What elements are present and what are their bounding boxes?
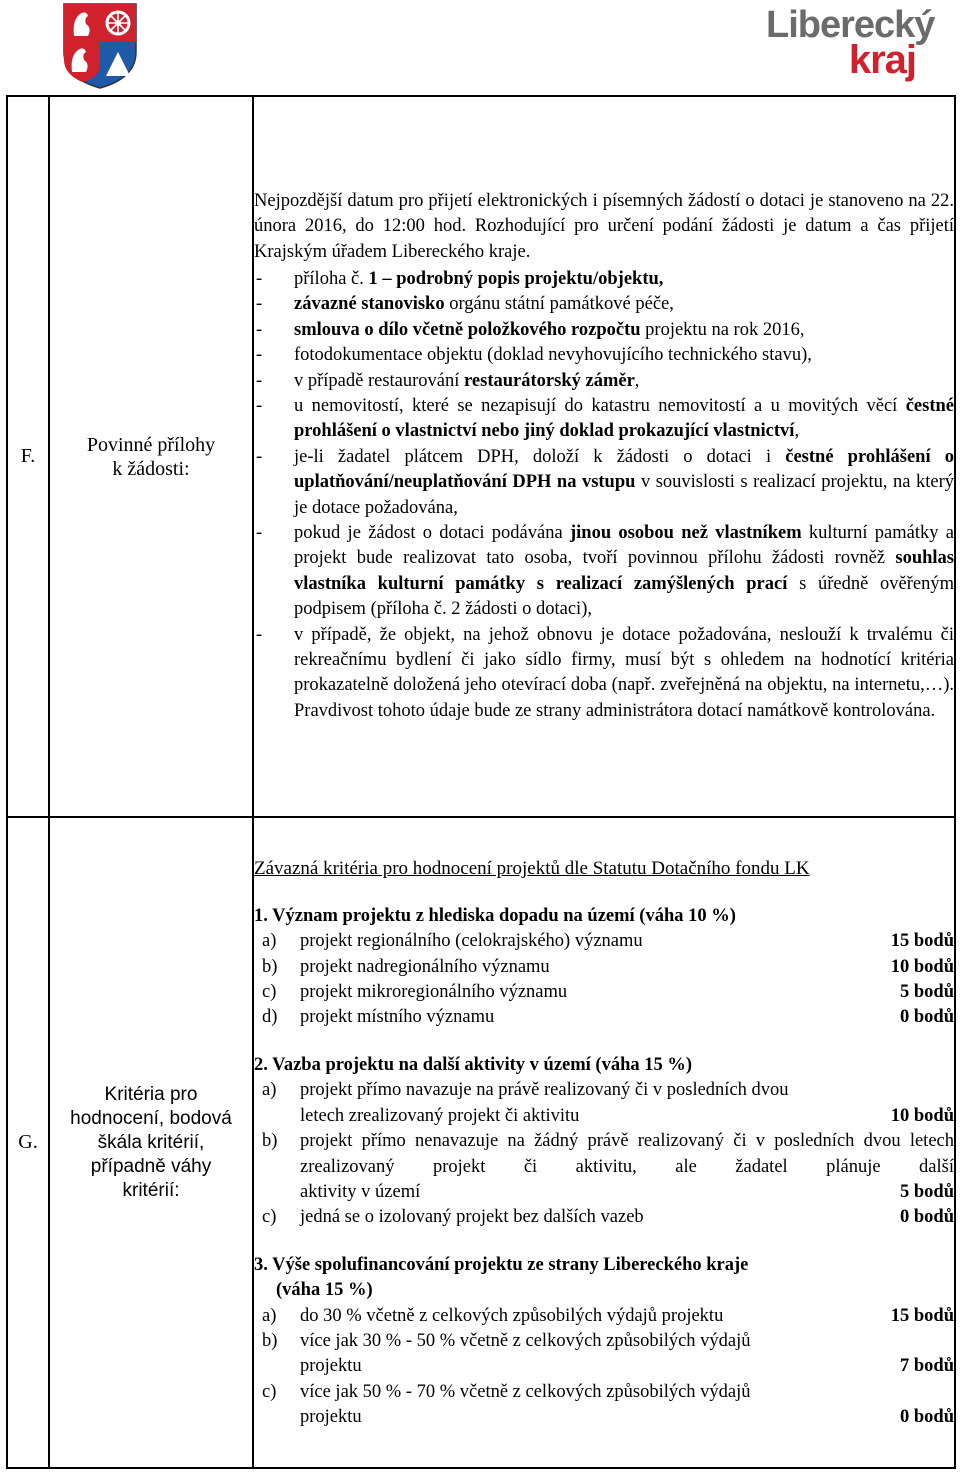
criterion-2-item-b: b) projekt přímo nenavazuje na žádný právě realizovaný či v posledních dvou letech zrealizovaný projekt či aktivitu, ale žadatel plánuje další aktivity v území 5 bodů: [262, 1131, 954, 1202]
row-g-label-line5: kritérií:: [122, 1179, 180, 1201]
logo-line-1: Liberecký: [766, 4, 935, 46]
criterion-3-item-a: a) do 30 % včetně z celkových způsobilých výdajů projektu 15 bodů: [262, 1305, 954, 1326]
criteria-heading: Závazná kritéria pro hodnocení projektů dle Statutu Dotačního fondu LK: [254, 858, 810, 880]
attachments-list: [254, 267, 954, 724]
attachment-1: - příloha č. 1 – podrobný popis projektu/objektu,: [294, 267, 954, 292]
attachment-4: - fotodokumentace objektu (doklad nevyhovujícího technického stavu),: [294, 343, 954, 368]
row-g-label: [49, 817, 253, 1468]
row-g-label-line2: hodnocení, bodová: [70, 1107, 232, 1129]
criterion-1-item: a) projekt regionálního (celokrajského) významu 15 bodů: [262, 931, 954, 952]
coat-of-arms-icon: [62, 2, 138, 90]
criterion-3-item-b: b) více jak 30 % - 50 % včetně z celkových způsobilých výdajů projektu 7 bodů: [262, 1330, 954, 1377]
criterion-1-title: 1. Význam projektu z hlediska dopadu na území (váha 10 %): [254, 905, 736, 926]
logo-line-2: kraj: [848, 38, 916, 82]
criterion-1-items: [254, 929, 954, 1031]
criterion-2-items: [254, 1078, 954, 1230]
grant-conditions-table: [6, 95, 956, 1469]
row-f: [7, 96, 955, 817]
row-g-label-line3: škála kritérií,: [97, 1131, 205, 1153]
attachment-5: - v případě restaurování restaurátorský záměr,: [294, 369, 954, 394]
row-f-label: [49, 96, 253, 817]
criterion-1-item: b) projekt nadregionálního významu 10 bodů: [262, 956, 954, 977]
attachment-9: - v případě, že objekt, na jehož obnovu je dotace požadována, neslouží k trvalému či rekreačnímu bydlení či jako sídlo firmy, musí být s ohledem na hodnotící kritéria prokazatelně doložená jeho otevírací doba (např. zveřejněná na objektu, na internetu,…). Pravdivost tohoto údaje bude ze strany administrátora dotací namátkově kontrolována.: [294, 623, 954, 725]
attachment-2: - závazné stanovisko orgánu státní památkové péče,: [294, 292, 954, 317]
criterion-1-item: d) projekt místního významu 0 bodů: [262, 1007, 954, 1028]
criterion-3-title: 3. Výše spolufinancování projektu ze strany Libereckého kraje (váha 15 %): [254, 1254, 749, 1301]
criterion-2-item-a: a) projekt přímo navazuje na právě realizovaný či v posledních dvou letech zrealizovaný projekt či aktivitu 10 bodů: [262, 1080, 954, 1126]
row-g: [7, 817, 955, 1468]
attachment-7: - je-li žadatel plátcem DPH, doloží k žádosti o dotaci i čestné prohlášení o uplatňování/neuplatňování DPH na vstupu v souvislosti s realizací projektu, na který je dotace požadována,: [294, 445, 954, 521]
criterion-1-item: c) projekt mikroregionálního významu 5 bodů: [262, 982, 954, 1003]
criterion-3-items: [254, 1304, 954, 1431]
row-g-content: [253, 817, 955, 1468]
liberecky-kraj-logo: [766, 4, 935, 84]
deadline-text: Nejpozdější datum pro přijetí elektronických i písemných žádostí o dotaci je stanoveno na 22. února 2016, do 12:00 hod. Rozhodující pro určení podání žádosti je datum a čas přijetí Krajským úřadem Libereckého kraje.: [254, 190, 954, 262]
criterion-2-title: 2. Vazba projektu na další aktivity v území (váha 15 %): [254, 1054, 693, 1075]
row-g-label-line1: Kritéria pro: [104, 1083, 198, 1105]
criterion-2-item-c: c) jedná se o izolovaný projekt bez dalších vazeb 0 bodů: [262, 1207, 954, 1228]
row-f-label-line1: Povinné přílohy: [86, 433, 216, 456]
row-f-label-line2: k žádosti:: [112, 457, 190, 480]
row-f-letter: F.: [7, 96, 49, 817]
criterion-3-item-c: c) více jak 50 % - 70 % včetně z celkových způsobilých výdajů projektu 0 bodů: [262, 1381, 954, 1428]
page-header: [0, 0, 960, 96]
row-f-content: [253, 96, 955, 817]
attachment-3: - smlouva o dílo včetně položkového rozpočtu projektu na rok 2016,: [294, 318, 954, 343]
attachment-6: - u nemovitostí, které se nezapisují do katastru nemovitostí a u movitých věcí čestné prohlášení o vlastnictví nebo jiný doklad prokazující vlastnictví,: [294, 394, 954, 445]
attachment-8: - pokud je žádost o dotaci podávána jinou osobou než vlastníkem kulturní památky a projekt bude realizovat tato osoba, tvoří povinnou přílohu žádosti rovněž souhlas vlastníka kulturní památky s realizací zamýšlených prací s úředně ověřeným podpisem (příloha č. 2 žádosti o dotaci),: [294, 521, 954, 623]
row-g-letter: G.: [7, 817, 49, 1468]
row-g-label-line4: případně váhy: [90, 1155, 212, 1177]
